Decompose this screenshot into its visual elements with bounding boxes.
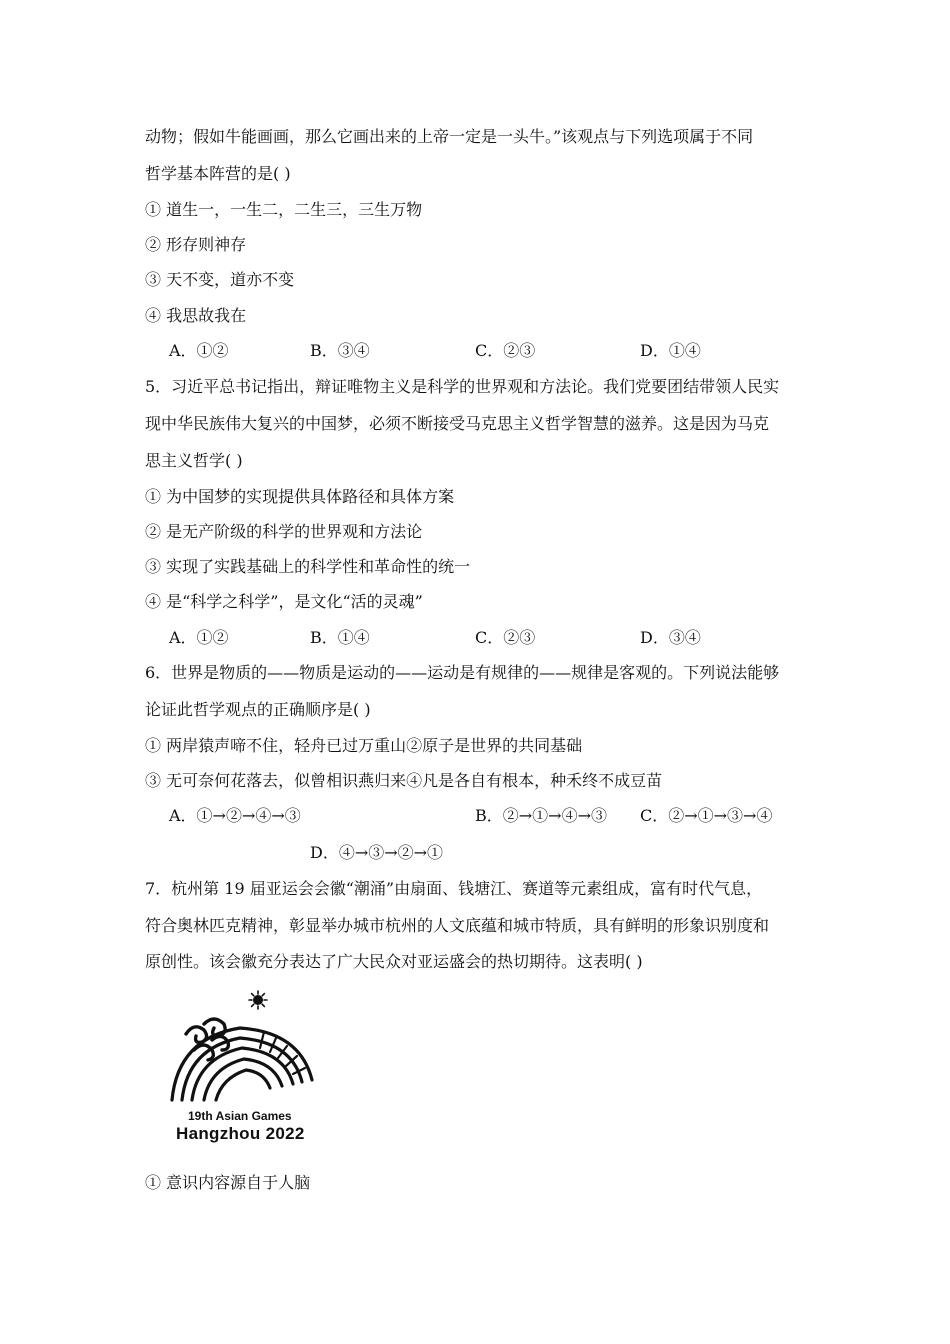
q7-stem-line-1: 7．杭州第 19 届亚运会会徽“潮涌”由扇面、钱塘江、赛道等元素组成，富有时代气息，: [145, 879, 763, 898]
q6-option-d[interactable]: D．④→③→②→①: [310, 843, 444, 862]
q6-stem-line-2: 论证此哲学观点的正确顺序是( ): [145, 700, 371, 719]
q7-stem-line-2: 符合奥林匹克精神，彰显举办城市杭州的人文底蕴和城市特质，具有鲜明的形象识别度和: [145, 916, 770, 935]
q5-option-a[interactable]: A．①②: [169, 628, 229, 647]
q6-stem-line-1: 6．世界是物质的——物质是运动的——运动是有规律的——规律是客观的。下列说法能够: [145, 663, 780, 682]
q4-item-4: ④ 我思故我在: [145, 306, 247, 325]
q5-option-c[interactable]: C．②③: [475, 628, 536, 647]
q5-option-b[interactable]: B．①④: [310, 628, 370, 647]
q4-item-1: ① 道生一，一生二，二生三，三生万物: [145, 200, 423, 219]
q4-item-2: ② 形存则神存: [145, 235, 247, 254]
emblem-caption-line-1: 19th Asian Games: [188, 1109, 292, 1123]
q5-stem-line-2: 现中华民族伟大复兴的中国梦，必须不断接受马克思主义哲学智慧的滋养。这是因为马克: [145, 414, 770, 433]
q6-option-b[interactable]: B．②→①→④→③: [475, 806, 607, 825]
q4-option-c[interactable]: C．②③: [475, 341, 536, 360]
q6-option-a[interactable]: A．①→②→④→③: [169, 806, 301, 825]
q5-item-1: ① 为中国梦的实现提供具体路径和具体方案: [145, 487, 455, 506]
q6-option-c[interactable]: C．②→①→③→④: [640, 806, 773, 825]
q7-stem-line-3: 原创性。该会徽充分表达了广大民众对亚运盛会的热切期待。这表明( ): [145, 952, 643, 971]
q4-stem-line-2: 哲学基本阵营的是( ): [145, 164, 291, 183]
q4-option-d[interactable]: D．①④: [640, 341, 701, 360]
q5-stem-line-1: 5．习近平总书记指出，辩证唯物主义是科学的世界观和方法论。我们党要团结带领人民实: [145, 377, 780, 396]
q4-item-3: ③ 天不变，道亦不变: [145, 270, 295, 289]
q5-stem-line-3: 思主义哲学( ): [145, 451, 243, 470]
q5-item-3: ③ 实现了实践基础上的科学性和革命性的统一: [145, 557, 471, 576]
q5-item-2: ② 是无产阶级的科学的世界观和方法论: [145, 522, 423, 541]
q7-item-1: ① 意识内容源自于人脑: [145, 1173, 311, 1192]
q6-item-2: ③ 无可奈何花落去，似曾相识燕归来④凡是各自有根本，种禾终不成豆苗: [145, 771, 663, 790]
q4-stem-line-1: 动物；假如牛能画画，那么它画出来的上帝一定是一头牛。”该观点与下列选项属于不同: [145, 127, 754, 146]
q4-option-a[interactable]: A．①②: [169, 341, 229, 360]
q5-option-d[interactable]: D．③④: [640, 628, 701, 647]
q4-option-b[interactable]: B．③④: [310, 341, 370, 360]
q5-item-4: ④ 是“科学之科学”，是文化“活的灵魂”: [145, 592, 423, 611]
emblem-caption-line-2: Hangzhou 2022: [176, 1124, 305, 1143]
q6-item-1: ① 两岸猿声啼不住，轻舟已过万重山②原子是世界的共同基础: [145, 736, 583, 755]
